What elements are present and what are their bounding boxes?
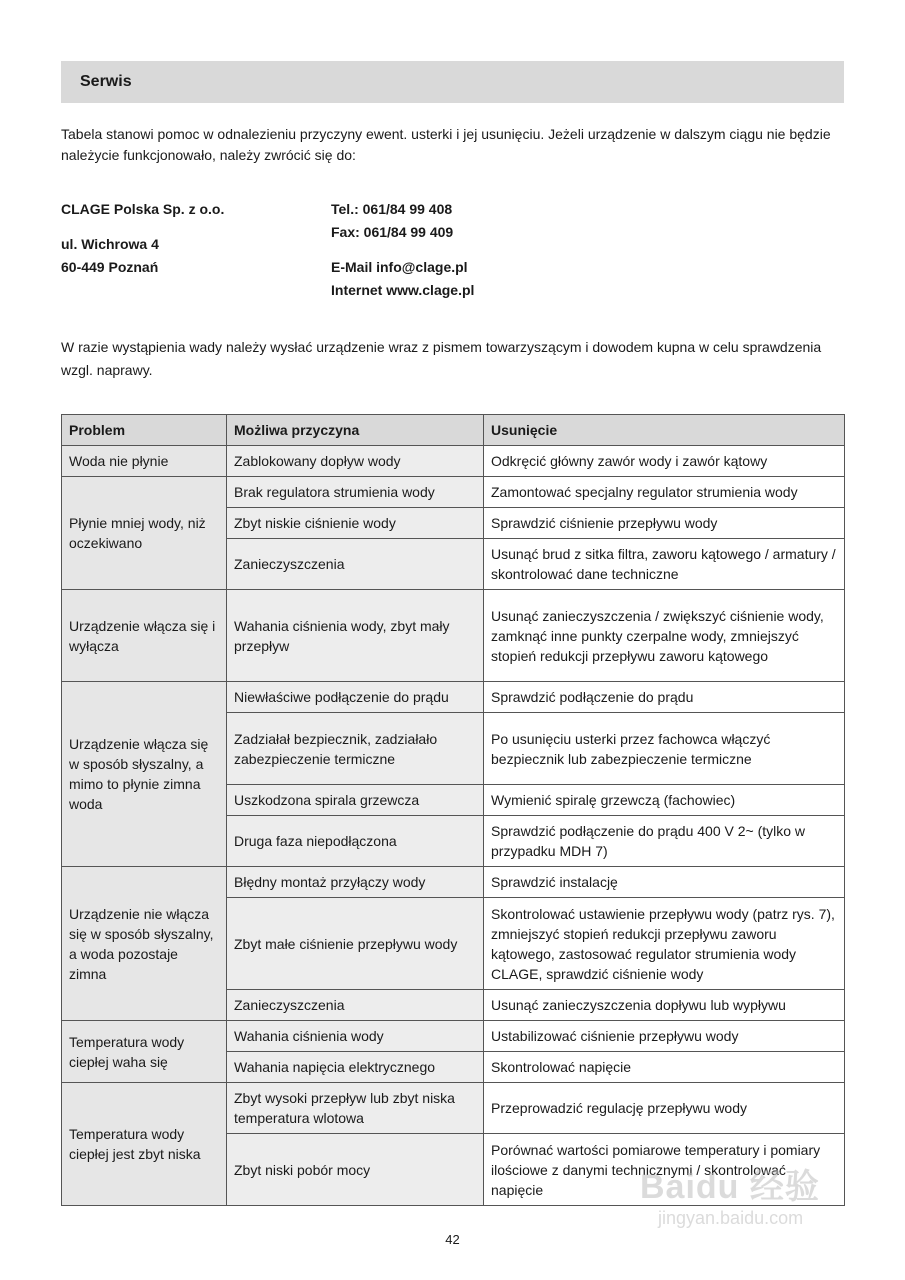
table-row	[62, 590, 845, 682]
cause-cell: Zbyt wysoki przepływ lub zbyt niska temperatura wlotowa	[227, 1083, 484, 1134]
fix-cell: Sprawdzić podłączenie do prądu 400 V 2~ (tylko w przypadku MDH 7)	[484, 816, 845, 867]
fix-cell: Odkręcić główny zawór wody i zawór kątowy	[484, 446, 845, 477]
contact-address	[61, 198, 321, 279]
page-number: 42	[445, 1232, 460, 1247]
cause-cell: Zanieczyszczenia	[227, 990, 484, 1021]
table-body	[62, 446, 845, 1206]
cause-cell: Zanieczyszczenia	[227, 539, 484, 590]
fix-cell: Porównać wartości pomiarowe temperatury i pomiary ilościowe z danymi technicznymi / skontrolować napięcie	[484, 1134, 845, 1206]
section-title: Serwis	[80, 73, 132, 90]
table-row	[62, 867, 845, 898]
cause-cell: Zbyt niskie ciśnienie wody	[227, 508, 484, 539]
cause-cell: Druga faza niepodłączona	[227, 816, 484, 867]
email-address: E-Mail info@clage.pl	[331, 259, 468, 275]
company-name: CLAGE Polska Sp. z o.o.	[61, 201, 225, 217]
header-fix: Usunięcie	[484, 415, 845, 446]
troubleshooting-table	[61, 414, 845, 1206]
problem-cell: Woda nie płynie	[62, 446, 227, 477]
cause-cell: Uszkodzona spirala grzewcza	[227, 785, 484, 816]
section-header	[61, 61, 844, 103]
fix-cell: Zamontować specjalny regulator strumienia wody	[484, 477, 845, 508]
cause-cell: Zbyt niski pobór mocy	[227, 1134, 484, 1206]
header-cause: Możliwa przyczyna	[227, 415, 484, 446]
cause-cell: Wahania ciśnienia wody, zbyt mały przepływ	[227, 590, 484, 682]
warranty-paragraph: W razie wystąpienia wady należy wysłać urządzenie wraz z pismem towarzyszącym i dowodem kupna w celu sprawdzenia wzgl. naprawy.	[61, 339, 822, 378]
table-row	[62, 446, 845, 477]
watermark-logo: Baidu 经验	[640, 1168, 820, 1206]
website-address: Internet www.clage.pl	[331, 282, 475, 298]
fix-cell: Ustabilizować ciśnienie przepływu wody	[484, 1021, 845, 1052]
fix-cell: Sprawdzić instalację	[484, 867, 845, 898]
table-row	[62, 1021, 845, 1052]
cause-cell: Wahania ciśnienia wody	[227, 1021, 484, 1052]
cause-cell: Brak regulatora strumienia wody	[227, 477, 484, 508]
problem-cell: Temperatura wody ciepłej jest zbyt niska	[62, 1083, 227, 1206]
watermark-url: jingyan.baidu.com	[658, 1208, 804, 1228]
table-row	[62, 477, 845, 508]
contact-channels	[331, 198, 731, 302]
fix-cell: Po usunięciu usterki przez fachowca włączyć bezpiecznik lub zabezpieczenie termiczne	[484, 713, 845, 785]
intro-paragraph: Tabela stanowi pomoc w odnalezieniu przyczyny ewent. usterki i jej usunięciu. Jeżeli urządzenie w dalszym ciągu nie będzie należycie funkcjonowało, należy zwrócić się do:	[61, 126, 831, 163]
cause-cell: Wahania napięcia elektrycznego	[227, 1052, 484, 1083]
fix-cell: Skontrolować ustawienie przepływu wody (patrz rys. 7), zmniejszyć stopień redukcji przepływu zaworu kątowego, zastosować regulator strumienia wody CLAGE, sprawdzić ciśnienie wody	[484, 898, 845, 990]
fix-cell: Sprawdzić podłączenie do prądu	[484, 682, 845, 713]
table-header-row	[62, 415, 845, 446]
problem-cell: Temperatura wody ciepłej waha się	[62, 1021, 227, 1083]
problem-cell: Urządzenie włącza się i wyłącza	[62, 590, 227, 682]
cause-cell: Zablokowany dopływ wody	[227, 446, 484, 477]
problem-cell: Płynie mniej wody, niż oczekiwano	[62, 477, 227, 590]
cause-cell: Niewłaściwe podłączenie do prądu	[227, 682, 484, 713]
problem-cell: Urządzenie włącza się w sposób słyszalny, a mimo to płynie zimna woda	[62, 682, 227, 867]
fix-cell: Usunąć zanieczyszczenia / zwiększyć ciśnienie wody, zamknąć inne punkty czerpalne wody, zmniejszyć stopień redukcji przepływu zaworu kątowego	[484, 590, 845, 682]
fax-number: Fax: 061/84 99 409	[331, 224, 454, 240]
fix-cell: Przeprowadzić regulację przepływu wody	[484, 1083, 845, 1134]
fix-cell: Wymienić spiralę grzewczą (fachowiec)	[484, 785, 845, 816]
table-row	[62, 682, 845, 713]
cause-cell: Zadziałał bezpiecznik, zadziałało zabezpieczenie termiczne	[227, 713, 484, 785]
cause-cell: Błędny montaż przyłączy wody	[227, 867, 484, 898]
fix-cell: Usunąć brud z sitka filtra, zaworu kątowego / armatury / skontrolować dane techniczne	[484, 539, 845, 590]
table-row	[62, 1083, 845, 1134]
street-address: ul. Wichrowa 4	[61, 236, 159, 252]
fix-cell: Sprawdzić ciśnienie przepływu wody	[484, 508, 845, 539]
contact-block	[61, 198, 846, 308]
problem-cell: Urządzenie nie włącza się w sposób słyszalny, a woda pozostaje zimna	[62, 867, 227, 1021]
cause-cell: Zbyt małe ciśnienie przepływu wody	[227, 898, 484, 990]
city-address: 60-449 Poznań	[61, 259, 159, 275]
fix-cell: Skontrolować napięcie	[484, 1052, 845, 1083]
phone-number: Tel.: 061/84 99 408	[331, 201, 453, 217]
header-problem: Problem	[62, 415, 227, 446]
fix-cell: Usunąć zanieczyszczenia dopływu lub wypływu	[484, 990, 845, 1021]
